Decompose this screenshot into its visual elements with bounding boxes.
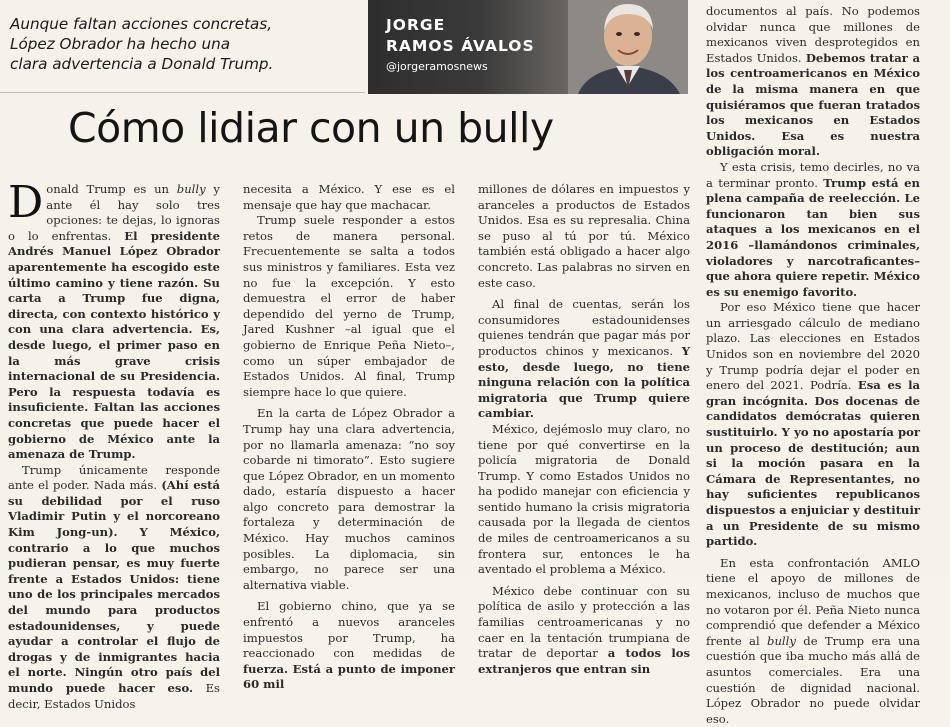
paragraph — [706, 160, 920, 300]
text: Trump únicamente responde ante el poder. Nada más. — [8, 462, 220, 493]
article-column-2 — [243, 182, 455, 693]
text-bold: Debemos tratar a los centroamericanos en México de la misma manera en que quisiéramos que fueran tratados los mexicanos en Estados Unidos. Esa es nuestra obligación moral. — [706, 50, 920, 159]
text-bold: Y esto, desde luego, no tiene ninguna relación con la política migratoria que Trump quiere cambiar. — [478, 343, 690, 421]
article-column-4 — [706, 4, 920, 727]
article-column-3 — [478, 182, 690, 677]
author-handle: @jorgeramosnews — [386, 60, 488, 73]
author-name-line: JORGE — [386, 16, 446, 34]
paragraph — [706, 4, 920, 160]
text: onald Trump es un — [46, 182, 177, 196]
paragraph — [478, 584, 690, 678]
author-name — [386, 15, 535, 57]
text: y ante él hay solo tres opciones: te dejas, lo ignoras o lo enfrentas. — [8, 182, 220, 243]
text: de Trump era una cuestión que iba mucho más allá de asuntos comerciales. Era una cuestión de dignidad nacional. López Obrador no puede olvidar eso. — [706, 633, 920, 726]
text: Y esta crisis, temo decirles, no va a terminar pronto. — [706, 159, 920, 190]
paragraph — [478, 297, 690, 422]
author-photo — [568, 0, 688, 94]
paragraph — [8, 463, 220, 713]
deck-line: López Obrador ha hecho una — [10, 35, 231, 53]
text-bold: fuerza. Está a punto de imponer 60 mil — [243, 661, 455, 692]
byline-banner — [368, 0, 688, 94]
deck — [0, 0, 365, 93]
deck-line: Aunque faltan acciones concretas, — [10, 15, 273, 33]
text-bold: Esa es la gran incógnita. Dos docenas de candidatos demócratas quieren sustituirlo. Y yo no apostaría por un proceso de destitución; aun si la moción pasara en la Cámara de Representantes, no hay suficientes republicanos dispuestos a enjuiciar y destituir a un Presidente de su mismo partido. — [706, 378, 920, 549]
paragraph: Trump suele responder a estos retos de manera personal. Frecuentemente se salta a todos sus ministros y familiares. Esta vez no fue la excepción. Y esto demuestra el error de haber dependido del yerno de Trump, Jared Kushner –al igual que el gobierno de Enrique Peña Nieto–, como un súper embajador de Estados Unidos. Al final, Trump siempre hace lo que quiere. — [243, 213, 455, 399]
paragraph: necesita a México. Y ese es el mensaje que hay que machacar. — [243, 182, 455, 212]
text: documentos al país. No podemos olvidar nunca que millones de mexicanos viven desprotegidos en Estados Unidos. — [706, 4, 920, 65]
text: México debe continuar con su política de asilo y protección a las familias centroamericanas y no caer en la tentación trumpiana de tratar de deportar — [478, 583, 690, 661]
text-italic: bully — [176, 182, 206, 196]
text: Es decir, Estados Unidos — [8, 681, 220, 711]
text: El gobierno chino, que ya se enfrentó a nuevos aranceles impuestos por Trump, ha reaccionado con medidas de — [243, 599, 455, 661]
text-bold: El presidente Andrés Manuel López Obrador aparentemente ha escogido este último camino y tiene razón. Su carta a Trump fue digna, directa, con contexto histórico y con una clara advertencia. Es, desde luego, el primer paso en la más grave crisis internacional de su Presidencia. Pero la respuesta todavía es insuficiente. Faltan las acciones concretas que puede hacer el gobierno de México ante la amenaza de Trump. — [8, 228, 220, 462]
paragraph: En la carta de López Obrador a Trump hay una clara advertencia, por no llamarla amenaza: “no soy cobarde ni timorato”. Esto sugiere que López Obrador, en un momento dado, estaría dispuesto a hacer algo concreto para demostrar la fortaleza y determinación de México. Hay muchos caminos posibles. La diplomacia, sin embargo, no parece ser una alternativa viable. — [243, 406, 455, 592]
paragraph — [243, 599, 455, 693]
paragraph — [8, 177, 220, 463]
paragraph: millones de dólares en impuestos y aranceles a productos de Estados Unidos. Esa es su represalia. China se puso al tú por tú. México también está obligado a hacer algo concreto. Las palabras no sirven en este caso. — [478, 182, 690, 290]
dropcap: D — [8, 177, 44, 228]
text-bold: a todos los extranjeros que entran sin — [478, 646, 690, 676]
deck-text — [10, 14, 355, 74]
paragraph — [706, 300, 920, 550]
text-italic: bully — [767, 633, 796, 648]
author-name-line: RAMOS ÁVALOS — [386, 37, 535, 55]
headline: Cómo lidiar con un bully — [68, 104, 554, 152]
deck-line: clara advertencia a Donald Trump. — [10, 55, 274, 73]
text-bold: (Ahí está su debilidad por el ruso Vladimir Putin y el norcoreano Kim Jong-un). Y México, contrario a lo que muchos pudieran pensar, es muy fuerte frente a Estados Unidos: tiene uno de los principales mercados del mundo para productos estadounidenses, y puede ayudar a controlar el flujo de drogas y de inmigrantes hacia el norte. Ningún otro país del mundo puede hacer eso. — [8, 478, 221, 695]
text: Al final de cuentas, serán los consumidores estadounidenses quienes tendrán que pagar más por productos chinos y mexicanos. — [478, 297, 690, 358]
paragraph — [706, 556, 920, 727]
article-column-1 — [8, 177, 221, 712]
text: En esta confrontación AMLO tiene el apoyo de millones de mexicanos, incluso de muchos que no votaron por él. Peña Nieto nunca comprendió que defender a México frente al — [706, 555, 920, 648]
text-bold: Trump está en plena campaña de reelección. Le funcionaron tan bien sus ataques a los mexicanos en el 2016 –llamándonos criminales, violadores y narcotraficantes– que ahora quiere repetir. México es su enemigo favorito. — [706, 175, 920, 299]
text: Por eso México tiene que hacer un arriesgado cálculo de mediano plazo. Las elecciones en Estados Unidos son en noviembre del 2020 y Trump podría dejar el poder en enero del 2021. Podría. — [706, 300, 920, 393]
paragraph: México, dejémoslo muy claro, no tiene por qué convertirse en la policía migratoria de Donald Trump. Y como Estados Unidos no ha podido manejar con eficiencia y sentido humano la crisis migratoria causada por la llegada de cientos de miles de centroamericanos a su frontera sur, entonces le ha aventado el problema a México. — [478, 421, 690, 577]
